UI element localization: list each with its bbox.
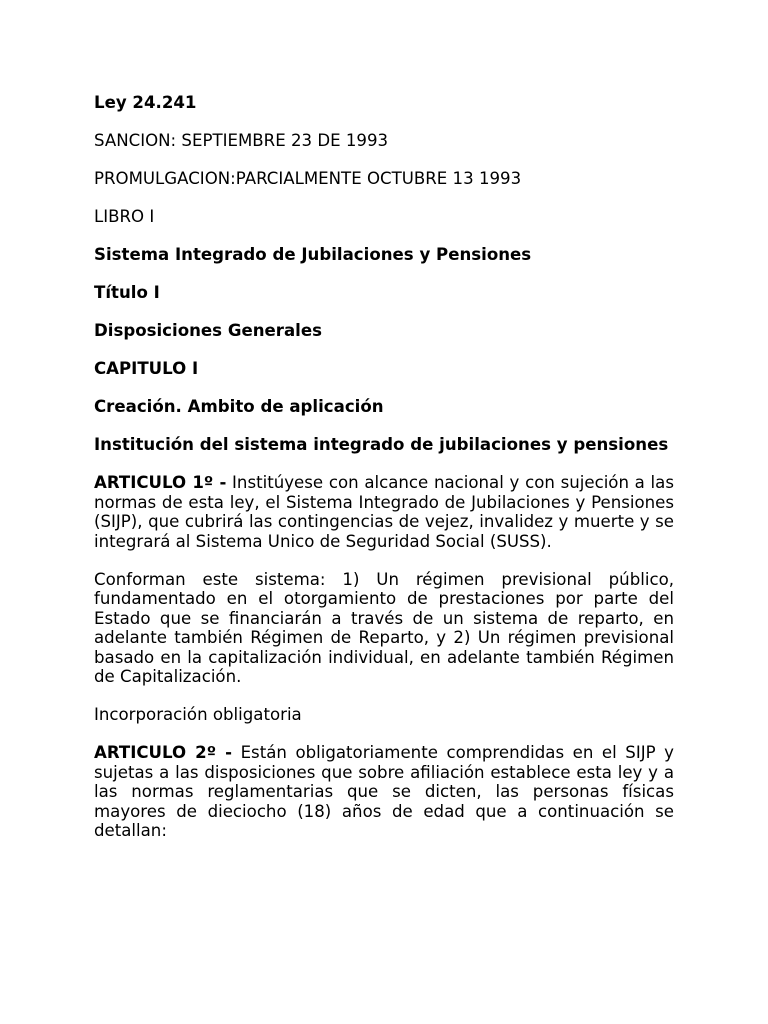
promulgacion-date: PROMULGACION:PARCIALMENTE OCTUBRE 13 1993 (94, 169, 522, 188)
disposiciones-heading: Disposiciones Generales (94, 321, 322, 340)
capitulo-heading: CAPITULO I (94, 359, 199, 378)
conforman-paragraph: Conforman este sistema: 1) Un régimen previsional público, fundamentado en el otorgamiento de prestaciones por parte del Estado que se financiarán a través de un sistema de reparto, en adelante también Régimen de Reparto, y 2) Un régimen previsional basado en la capitalización individual, en adelante también Régimen de Capitalización. (94, 569, 674, 686)
incorporacion-heading: Incorporación obligatoria (94, 705, 302, 724)
article-2-text: Están obligatoriamente comprendidas en el SIJP y sujetas a las disposiciones que sobre afiliación establece esta ley y a las normas reglamentarias que se dicten, las personas físicas mayores de dieciocho (18) años de edad que a continuación se detallan: (94, 743, 675, 840)
sancion-date: SANCION: SEPTIEMBRE 23 DE 1993 (94, 131, 389, 150)
libro-heading: LIBRO I (94, 207, 155, 226)
creacion-heading: Creación. Ambito de aplicación (94, 397, 384, 416)
article-1-text: Institúyese con alcance nacional y con sujeción a las normas de esta ley, el Sistema Integrado de Jubilaciones y Pensiones (SIJP), que cubrirá las contingencias de vejez, invalidez y muerte y se integrará al Sistema Unico de Seguridad Social (SUSS). (94, 473, 674, 551)
article-2-label: ARTICULO 2º - (94, 743, 233, 762)
institucion-heading: Institución del sistema integrado de jubilaciones y pensiones (94, 435, 669, 454)
sistema-heading: Sistema Integrado de Jubilaciones y Pensiones (94, 245, 532, 264)
article-1 (94, 473, 674, 551)
document-page (94, 93, 674, 859)
law-title: Ley 24.241 (94, 93, 197, 112)
titulo-heading: Título I (94, 283, 160, 302)
article-1-label: ARTICULO 1º - (94, 473, 227, 492)
article-2 (94, 743, 674, 841)
